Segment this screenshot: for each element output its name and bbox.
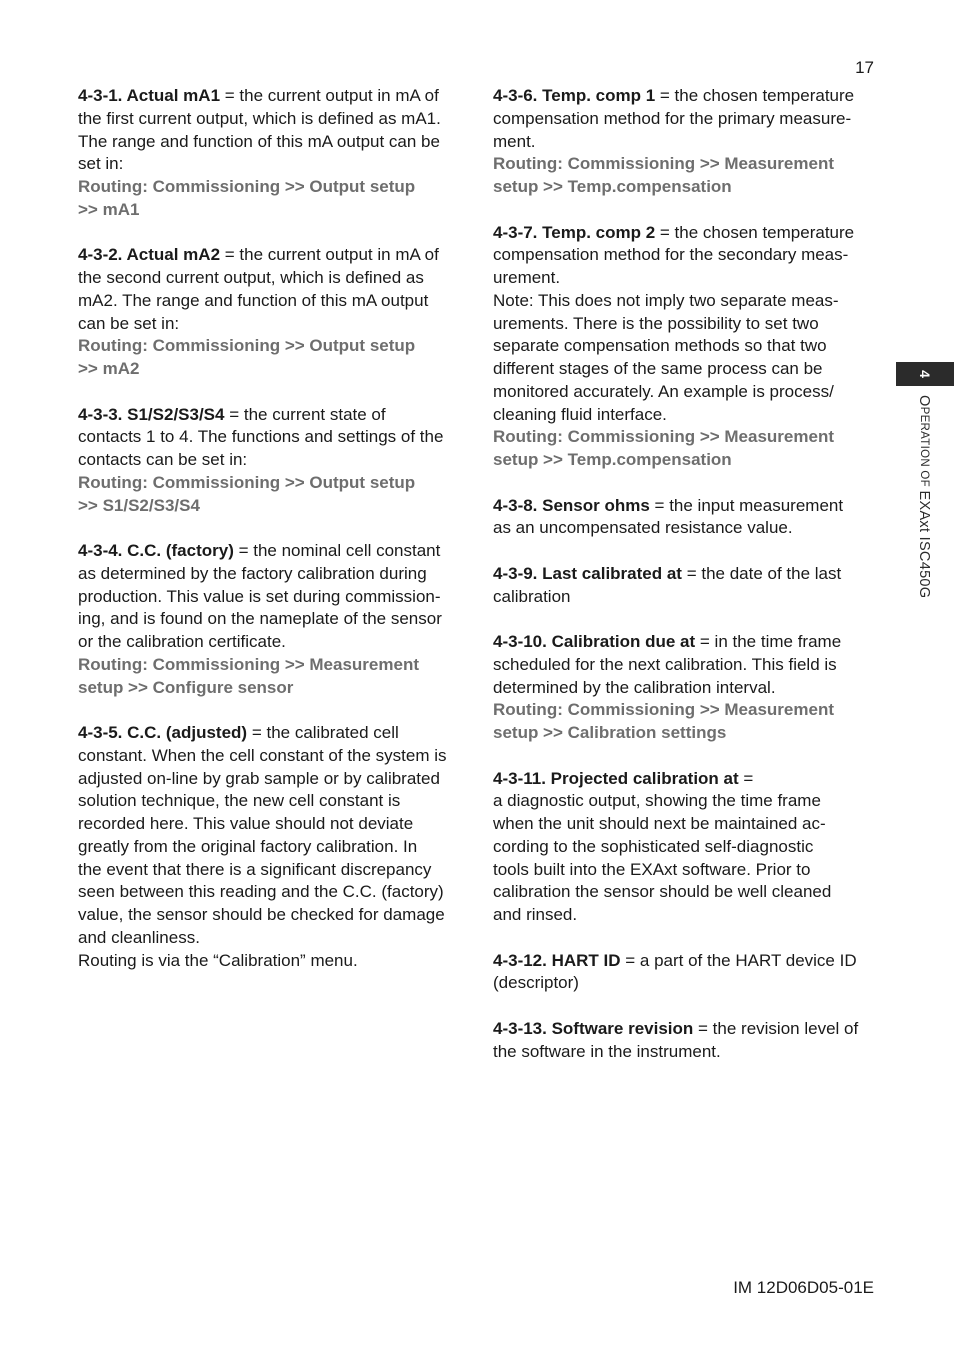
- definition-text: seen between this reading and the C.C. (factory): [78, 882, 444, 902]
- definition-text: = a part of the HART device ID: [620, 950, 857, 970]
- definition-text: (descriptor): [493, 973, 579, 993]
- definition-line: [78, 85, 460, 108]
- definition-line: [493, 813, 877, 836]
- definition-text: mA2. The range and function of this mA output: [78, 290, 429, 310]
- definition-line: [493, 1018, 877, 1041]
- definition-line: [493, 267, 877, 290]
- definition-line: [493, 222, 877, 245]
- definition-text: recorded here. This value should not deviate: [78, 814, 414, 833]
- definition-text: ing, and is found on the nameplate of the sensor: [78, 609, 442, 629]
- chapter-title-part: PERATION: [918, 406, 930, 471]
- chapter-tab: [896, 362, 954, 386]
- definition-text: Note: This does not imply two separate meas-: [493, 290, 839, 310]
- definition-line: [493, 495, 877, 518]
- definition-line: [493, 358, 877, 381]
- definition-text: = the current output in mA of: [220, 245, 439, 265]
- definition-line: [78, 313, 460, 336]
- definition-line: [493, 904, 877, 927]
- definition-term: 4-3-1. Actual mA1: [78, 86, 221, 105]
- definition-line: [78, 290, 460, 313]
- definition-line: [493, 290, 877, 313]
- routing-path: Routing: Commissioning >> Measurement: [493, 427, 834, 447]
- definition-text: as determined by the factory calibration during: [78, 563, 427, 583]
- routing-path: setup >> Calibration settings: [493, 723, 727, 742]
- definition-line: [78, 540, 460, 563]
- definition-line: [78, 449, 460, 472]
- definition-entry: [78, 404, 460, 518]
- definition-line: [493, 335, 877, 358]
- definition-text: as an uncompensated resistance value.: [493, 518, 793, 538]
- routing-path: Routing: Commissioning >> Output setup: [78, 472, 416, 492]
- definition-text: can be set in:: [78, 313, 180, 333]
- definition-text: scheduled for the next calibration. This field is: [493, 654, 837, 674]
- definition-text: cleaning fluid interface.: [493, 404, 667, 424]
- definition-line: [78, 722, 460, 745]
- definition-text: when the unit should next be maintained ac-: [493, 814, 826, 833]
- definition-line: [78, 153, 460, 176]
- definition-text: compensation method for the primary measure-: [493, 108, 852, 128]
- definition-entry: [78, 244, 460, 381]
- definition-line: [493, 404, 877, 427]
- definition-text: monitored accurately. An example is process/: [493, 381, 834, 401]
- definition-line: [493, 836, 877, 859]
- definition-line: [78, 404, 460, 427]
- definition-term: 4-3-9. Last calibrated at: [493, 563, 682, 583]
- definition-entry: [78, 85, 460, 222]
- definition-line: [493, 586, 877, 609]
- definition-text: contacts 1 to 4. The functions and settings of the: [78, 427, 444, 447]
- definition-text: = the revision level of: [693, 1018, 859, 1038]
- definition-line: [78, 790, 460, 813]
- definition-text: = the current state of: [224, 404, 386, 424]
- definition-line: [78, 881, 460, 904]
- definition-line: [493, 950, 877, 973]
- routing-path: >> mA2: [78, 359, 140, 378]
- definition-text: a diagnostic output, showing the time frame: [493, 791, 821, 811]
- definition-text: the software in the instrument.: [493, 1041, 721, 1061]
- routing-path: >> mA1: [78, 199, 140, 219]
- definition-text: = the calibrated cell: [247, 723, 399, 742]
- definition-line: [78, 586, 460, 609]
- definition-text: set in:: [78, 154, 124, 174]
- definition-line: [493, 563, 877, 586]
- definition-line: [493, 244, 877, 267]
- definition-entry: [78, 540, 460, 699]
- definition-line: [493, 517, 877, 540]
- definition-term: 4-3-3. S1/S2/S3/S4: [78, 404, 225, 424]
- definition-text: the event that there is a significant discrepancy: [78, 859, 432, 879]
- definition-text: = the chosen temperature: [655, 222, 855, 242]
- definition-text: Routing is via the “Calibration” menu.: [78, 950, 358, 970]
- page-number: 17: [855, 58, 874, 77]
- definition-text: ment.: [493, 131, 536, 151]
- definition-text: production. This value is set during commission-: [78, 586, 441, 606]
- definition-text: = the input measurement: [649, 495, 844, 515]
- definition-line: [78, 904, 460, 927]
- definition-text: cording to the sophisticated self-diagnostic: [493, 836, 814, 856]
- routing-path: >> S1/S2/S3/S4: [78, 495, 200, 515]
- definition-term: 4-3-10. Calibration due at: [493, 632, 696, 651]
- definition-line: [493, 768, 877, 791]
- definition-term: 4-3-13. Software revision: [493, 1018, 694, 1038]
- document-id: IM 12D06D05-01E: [733, 1278, 874, 1297]
- definition-line: [493, 881, 877, 904]
- definition-text: = the nominal cell constant: [233, 541, 441, 560]
- definition-line: [78, 813, 460, 836]
- definition-entry: [493, 768, 877, 927]
- routing-path: Routing: Commissioning >> Measurement: [493, 700, 834, 720]
- definition-text: the second current output, which is defined as: [78, 268, 424, 287]
- definition-text: calibration: [493, 586, 571, 606]
- definition-term: 4-3-4. C.C. (factory): [78, 541, 234, 560]
- definition-text: urement.: [493, 268, 561, 287]
- definition-text: and rinsed.: [493, 905, 578, 924]
- definition-line: [78, 108, 460, 131]
- definition-line: [493, 631, 877, 654]
- definition-term: 4-3-2. Actual mA2: [78, 245, 221, 265]
- definition-text: value, the sensor should be checked for damage: [78, 905, 445, 924]
- definition-text: tools built into the EXAxt software. Prior to: [493, 859, 811, 879]
- definition-text: calibration the sensor should be well cleaned: [493, 882, 832, 902]
- definition-text: =: [738, 768, 754, 788]
- definition-text: different stages of the same process can be: [493, 359, 823, 378]
- definition-entry: [493, 85, 877, 199]
- chapter-title-part: EXA: [916, 490, 932, 521]
- definition-text: adjusted on-line by grab sample or by calibrated: [78, 768, 440, 788]
- definition-line: [493, 1041, 877, 1064]
- definition-text: The range and function of this mA output can be: [78, 131, 440, 151]
- definition-line: [78, 927, 460, 950]
- routing-path: Routing: Commissioning >> Measurement: [78, 654, 419, 674]
- routing-path: setup >> Temp.compensation: [493, 177, 732, 196]
- definition-text: = the chosen temperature: [655, 86, 855, 105]
- definition-line: [78, 244, 460, 267]
- definition-line: [493, 654, 877, 677]
- chapter-title: [916, 395, 932, 598]
- routing-path: setup >> Temp.compensation: [493, 450, 732, 469]
- definition-line: [493, 790, 877, 813]
- definition-line: [78, 563, 460, 586]
- routing-path: Routing: Commissioning >> Output setup: [78, 177, 416, 196]
- chapter-title-part: OF: [918, 470, 930, 491]
- definition-line: [493, 677, 877, 700]
- routing-path: Routing: Commissioning >> Measurement: [493, 154, 834, 174]
- definition-line: [493, 85, 877, 108]
- definition-text: = the date of the last: [681, 563, 842, 583]
- definition-text: greatly from the original factory calibration. In: [78, 836, 418, 856]
- definition-entry: [493, 631, 877, 745]
- definition-text: determined by the calibration interval.: [493, 677, 776, 697]
- definition-text: solution technique, the new cell constant is: [78, 791, 401, 811]
- definition-text: = the current output in mA of: [220, 86, 439, 105]
- definition-entry: [493, 1018, 877, 1064]
- definition-line: [493, 381, 877, 404]
- definition-line: [78, 745, 460, 768]
- definition-line: [78, 859, 460, 882]
- definition-term: 4-3-12. HART ID: [493, 950, 621, 970]
- right-column: [493, 85, 877, 1086]
- definition-text: compensation method for the secondary meas-: [493, 245, 849, 265]
- definition-line: [78, 836, 460, 859]
- definition-entry: [78, 722, 460, 972]
- chapter-number: 4: [916, 370, 933, 378]
- definition-line: [493, 108, 877, 131]
- definition-entry: [493, 950, 877, 996]
- definition-line: [78, 426, 460, 449]
- definition-text: separate compensation methods so that two: [493, 336, 827, 356]
- definition-text: constant. When the cell constant of the system is: [78, 745, 447, 765]
- definition-line: [78, 608, 460, 631]
- definition-term: 4-3-6. Temp. comp 1: [493, 86, 656, 105]
- definition-text: urements. There is the possibility to set two: [493, 313, 819, 333]
- definition-line: [493, 859, 877, 882]
- definition-line: [78, 768, 460, 791]
- definition-term: 4-3-8. Sensor ohms: [493, 495, 650, 515]
- definition-text: the first current output, which is defined as mA1.: [78, 108, 441, 128]
- definition-text: contacts can be set in:: [78, 450, 248, 469]
- definition-text: = in the time frame: [695, 632, 842, 651]
- definition-entry: [493, 563, 877, 609]
- definition-line: [78, 131, 460, 154]
- definition-line: [493, 313, 877, 336]
- left-column: [78, 85, 460, 995]
- definition-text: or the calibration certificate.: [78, 632, 286, 651]
- definition-entry: [493, 495, 877, 541]
- definition-entry: [493, 222, 877, 472]
- chapter-title-part: O: [916, 395, 932, 407]
- definition-text: and cleanliness.: [78, 927, 200, 947]
- chapter-title-part: xt ISC450G: [916, 520, 932, 599]
- definition-line: [78, 631, 460, 654]
- definition-line: [493, 131, 877, 154]
- definition-line: [493, 972, 877, 995]
- routing-path: Routing: Commissioning >> Output setup: [78, 336, 416, 356]
- definition-line: [78, 267, 460, 290]
- definition-term: 4-3-11. Projected calibration at: [493, 768, 739, 788]
- definition-line: [78, 950, 460, 973]
- routing-path: setup >> Configure sensor: [78, 677, 294, 697]
- definition-term: 4-3-7. Temp. comp 2: [493, 222, 656, 242]
- definition-term: 4-3-5. C.C. (adjusted): [78, 723, 248, 742]
